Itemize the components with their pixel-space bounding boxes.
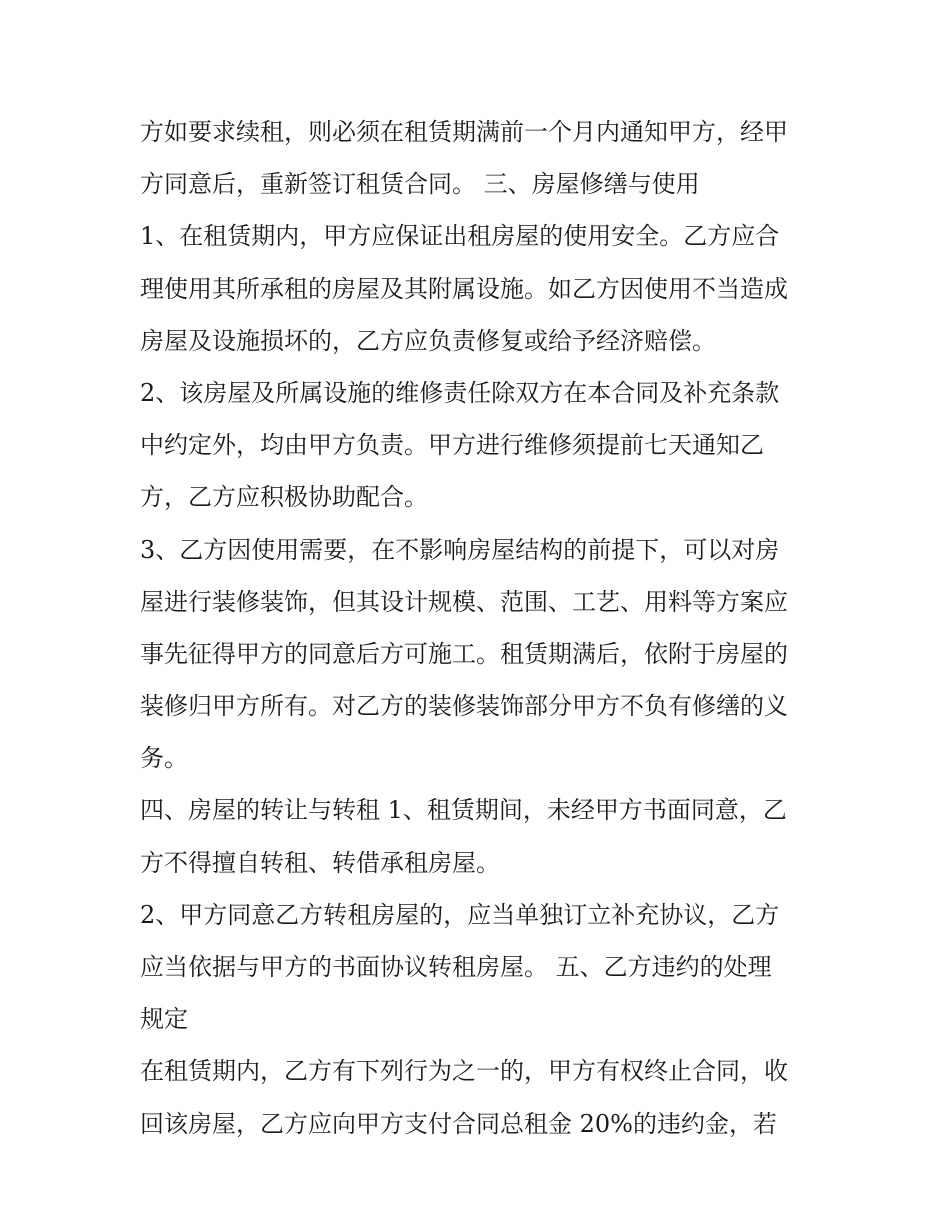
text-line: 回该房屋，乙方应向甲方支付合同总租金 20%的违约金，若	[140, 1109, 777, 1138]
contract-body-text	[140, 106, 820, 1150]
text-line: 1、在租赁期内，甲方应保证出租房屋的使用安全。乙方应合	[140, 222, 780, 251]
text-line: 理使用其所承租的房屋及其附属设施。如乙方因使用不当造成	[140, 274, 788, 303]
text-line: 务。	[140, 744, 188, 773]
text-line: 方不得擅自转租、转借承租房屋。	[140, 848, 500, 877]
text-line: 2、甲方同意乙方转租房屋的，应当单独订立补充协议，乙方	[140, 900, 780, 929]
text-line: 应当依据与甲方的书面协议转租房屋。 五、乙方违约的处理	[140, 953, 772, 981]
text-line: 2、该房屋及所属设施的维修责任除双方在本合同及补充条款	[140, 378, 780, 407]
text-line: 方，乙方应积极协助配合。	[140, 483, 428, 512]
text-line: 事先征得甲方的同意后方可施工。租赁期满后，依附于房屋的	[140, 639, 788, 668]
text-line: 在租赁期内，乙方有下列行为之一的，甲方有权终止合同，收	[140, 1057, 788, 1086]
text-line: 3、乙方因使用需要，在不影响房屋结构的前提下，可以对房	[140, 535, 780, 564]
text-line: 四、房屋的转让与转租 1、租赁期间，未经甲方书面同意，乙	[140, 796, 787, 825]
text-line: 规定	[140, 1005, 188, 1034]
text-line: 屋进行装修装饰，但其设计规模、范围、工艺、用料等方案应	[140, 587, 788, 616]
text-line: 方同意后，重新签订租赁合同。 三、房屋修缮与使用	[140, 170, 700, 199]
text-line: 方如要求续租，则必须在租赁期满前一个月内通知甲方，经甲	[140, 118, 788, 146]
text-line: 装修归甲方所有。对乙方的装修装饰部分甲方不负有修缮的义	[140, 692, 788, 721]
text-line: 房屋及设施损坏的，乙方应负责修复或给予经济赔偿。	[140, 326, 716, 355]
text-line: 中约定外，均由甲方负责。甲方进行维修须提前七天通知乙	[140, 431, 764, 460]
